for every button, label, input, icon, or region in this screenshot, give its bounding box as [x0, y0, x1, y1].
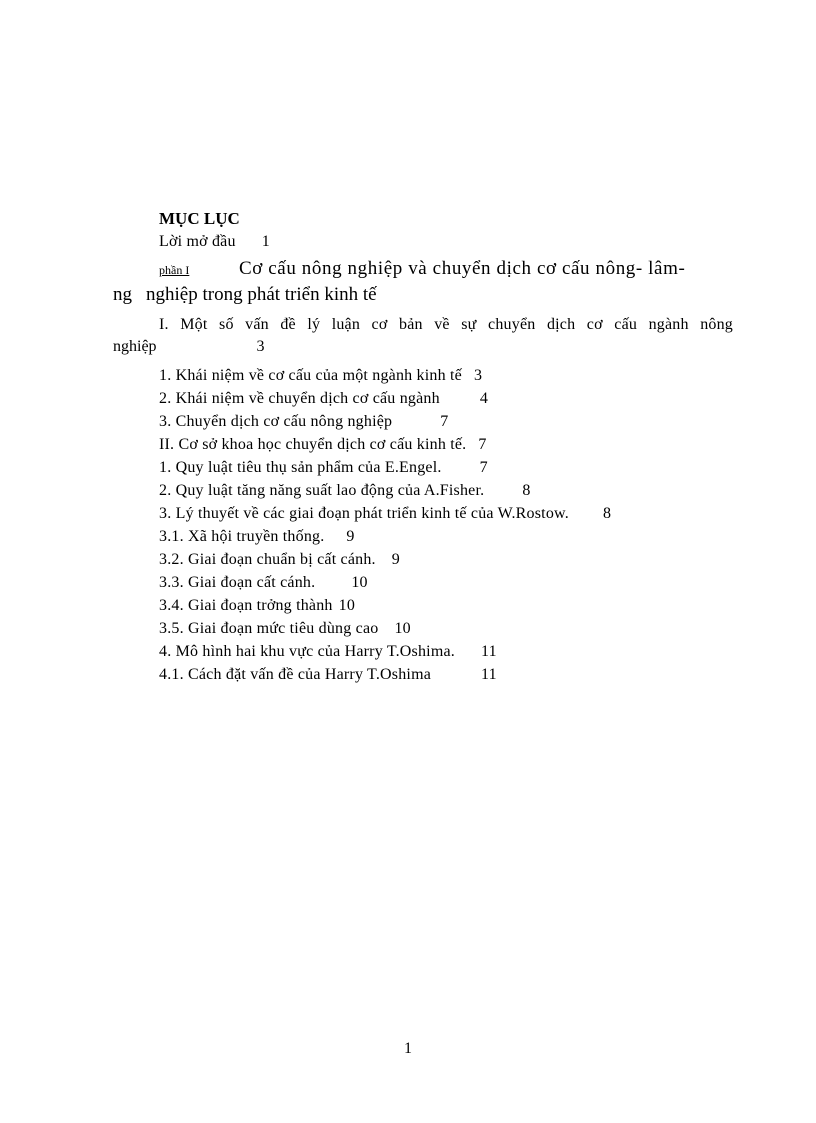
toc-entry-text: 2. Quy luật tăng năng suất lao động của A.Fisher. — [159, 482, 485, 499]
toc-entries — [113, 364, 733, 686]
toc-entry-page: 9 — [391, 551, 400, 568]
toc-entry — [159, 663, 733, 686]
toc-entry-page: 9 — [346, 528, 355, 545]
toc-entry — [159, 548, 733, 571]
toc-entry-text: 3. Chuyển dịch cơ cấu nông nghiệp — [159, 413, 393, 430]
table-of-contents — [113, 208, 733, 686]
toc-entry-text: 3.2. Giai đoạn chuẩn bị cất cánh. — [159, 551, 376, 568]
section-1-line1: I. Một số vấn đề lý luận cơ bản về sự chuyển dịch cơ cấu ngành nông — [159, 316, 733, 333]
toc-entry-text: II. Cơ sở khoa học chuyển dịch cơ cấu kinh tế. — [159, 436, 467, 453]
toc-entry-page: 7 — [440, 413, 449, 430]
toc-entry — [159, 410, 733, 433]
part-title-line2-start: ng — [113, 284, 132, 305]
toc-entry-text: 1. Quy luật tiêu thụ sản phẩm của E.Engel. — [159, 459, 442, 476]
toc-entry — [159, 617, 733, 640]
section-1-page: 3 — [256, 338, 265, 355]
toc-entry — [159, 525, 733, 548]
toc-entry — [159, 640, 733, 663]
toc-entry-page: 3 — [473, 367, 483, 384]
toc-entry-page: 10 — [351, 574, 368, 591]
toc-entry-text: Lời mở đầu — [159, 233, 236, 250]
part-title-line2-end: nghiệp trong phát triển kinh tế — [146, 284, 377, 305]
toc-entry — [159, 364, 733, 387]
toc-entry — [159, 433, 733, 456]
page-number: 1 — [404, 1040, 412, 1057]
part-label: phần I — [159, 263, 190, 277]
toc-entry-page: 7 — [478, 436, 487, 453]
toc-entry — [159, 502, 733, 525]
toc-entry-text: 3.1. Xã hội truyền thống. — [159, 528, 325, 545]
toc-entry-page: 7 — [479, 459, 488, 476]
toc-title: MỤC LỤC — [159, 209, 240, 228]
part-title-line1: Cơ cấu nông nghiệp và chuyển dịch cơ cấu nông- lâm- — [239, 258, 686, 279]
section-1-line2: nghiệp — [113, 338, 157, 355]
toc-entry-text: 2. Khái niệm về chuyển dịch cơ cấu ngành — [159, 390, 440, 407]
toc-entry-page: 10 — [338, 597, 356, 614]
toc-entry-text: 3.3. Giai đoạn cất cánh. — [159, 574, 316, 591]
toc-entry-page: 10 — [394, 620, 411, 637]
toc-entry — [159, 479, 733, 502]
toc-entry-page: 4 — [479, 390, 489, 407]
toc-entry-page: 11 — [480, 643, 497, 660]
toc-section-1 — [113, 314, 733, 358]
toc-entry — [159, 594, 733, 617]
toc-entry-page: 8 — [522, 482, 531, 499]
toc-entry-text: 3.5. Giai đoạn mức tiêu dùng cao — [159, 620, 379, 637]
toc-entry-page: 11 — [481, 666, 497, 683]
toc-entry-intro — [159, 230, 733, 253]
toc-entry-page: 1 — [261, 233, 270, 250]
toc-part-heading — [113, 256, 733, 308]
toc-entry-page: 8 — [602, 505, 612, 522]
toc-entry — [159, 456, 733, 479]
toc-entry-text: 1. Khái niệm về cơ cấu của một ngành kinh tế — [159, 367, 462, 384]
toc-entry — [159, 387, 733, 410]
toc-entry-text: 3.4. Giai đoạn trởng thành — [159, 597, 333, 614]
toc-entry-text: 4.1. Cách đặt vấn đề của Harry T.Oshima — [159, 666, 432, 683]
toc-entry-text: 4. Mô hình hai khu vực của Harry T.Oshima. — [159, 643, 455, 660]
toc-entry — [159, 571, 733, 594]
toc-entry-text: 3. Lý thuyết về các giai đoạn phát triển kinh tế của W.Rostow. — [159, 505, 569, 522]
